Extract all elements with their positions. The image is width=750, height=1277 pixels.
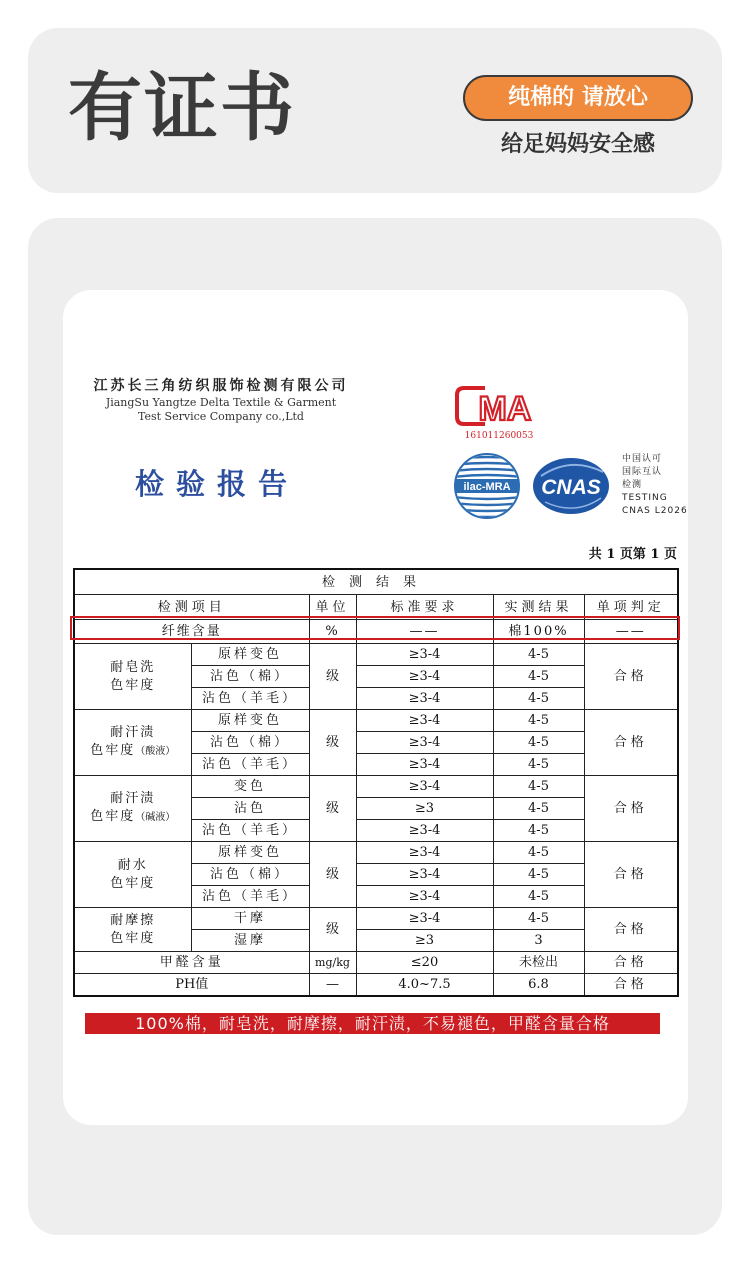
- result-cell: 4-5: [493, 820, 584, 842]
- group-label-note: （酸液）: [135, 746, 176, 757]
- sub-item-cell: 原样变色: [191, 842, 309, 864]
- header-standard: 标准要求: [356, 595, 493, 620]
- sub-item-cell: 原样变色: [191, 644, 309, 666]
- result-cell: 棉100%: [493, 620, 584, 644]
- result-cell: 4-5: [493, 776, 584, 798]
- unit-cell: 级: [309, 842, 356, 908]
- cnas-line: TESTING: [622, 493, 668, 503]
- result-cell: 4-5: [493, 754, 584, 776]
- unit-cell: mg/kg: [309, 952, 356, 974]
- standard-cell: 4.0~7.5: [356, 974, 493, 997]
- result-cell: 4-5: [493, 864, 584, 886]
- sub-item-cell: 变色: [191, 776, 309, 798]
- standard-cell: ≥3: [356, 798, 493, 820]
- standard-cell: ≥3-4: [356, 842, 493, 864]
- unit-cell: 级: [309, 908, 356, 952]
- judgement-cell: 合格: [584, 644, 678, 710]
- judgement-cell: 合格: [584, 776, 678, 842]
- result-cell: 4-5: [493, 842, 584, 864]
- cma-logo-text: MA: [478, 390, 532, 428]
- cnas-line: CNAS L2026: [622, 506, 688, 516]
- page-info: 共 1 页第 1 页: [588, 547, 677, 562]
- result-cell: 4-5: [493, 710, 584, 732]
- table-row: [74, 908, 678, 930]
- judgement-cell: 合格: [584, 952, 678, 974]
- sub-item-cell: 沾色: [191, 798, 309, 820]
- table-row: [74, 842, 678, 864]
- group-label-line1: 耐汗渍: [110, 791, 156, 806]
- table-row: [74, 644, 678, 666]
- result-cell: 4-5: [493, 886, 584, 908]
- table-header-row: [74, 595, 678, 620]
- unit-cell: 级: [309, 776, 356, 842]
- header-unit: 单位: [309, 595, 356, 620]
- group-label-line1: 耐汗渍: [110, 725, 156, 740]
- standard-cell: ≥3-4: [356, 688, 493, 710]
- sub-item-cell: 沾色（羊毛）: [191, 688, 309, 710]
- standard-cell: ≥3-4: [356, 732, 493, 754]
- group-label: [74, 776, 191, 842]
- ilac-mra-logo-text: ilac-MRA: [463, 481, 511, 493]
- cnas-line: 国际互认: [622, 467, 663, 477]
- group-label: [74, 644, 191, 710]
- report-title: 检验报告: [135, 467, 300, 501]
- hero-title: 有证书: [68, 65, 296, 151]
- result-cell: 4-5: [493, 644, 584, 666]
- table-caption-row: [74, 569, 678, 595]
- unit-cell: %: [309, 620, 356, 644]
- report-sheet: [63, 290, 688, 1125]
- result-cell: 4-5: [493, 666, 584, 688]
- cnas-logo-icon: [531, 456, 611, 516]
- group-label-line1: 耐水: [117, 857, 148, 873]
- result-cell: 3: [493, 930, 584, 952]
- group-label-line2: 色牢度: [110, 677, 156, 693]
- company-name-en-line2: Test Service Company co.,Ltd: [138, 410, 304, 423]
- table-row-ph: [74, 974, 678, 997]
- standard-cell: ≥3-4: [356, 820, 493, 842]
- result-cell: 4-5: [493, 798, 584, 820]
- header-item: 检测项目: [74, 595, 309, 620]
- table-row: [74, 776, 678, 798]
- standard-cell: ≥3-4: [356, 710, 493, 732]
- standard-cell: ≥3-4: [356, 864, 493, 886]
- standard-cell: ≥3-4: [356, 908, 493, 930]
- sub-item-cell: 沾色（棉）: [191, 666, 309, 688]
- cnas-line: 检测: [622, 480, 643, 490]
- standard-cell: ≥3-4: [356, 754, 493, 776]
- sub-item-cell: 沾色（棉）: [191, 864, 309, 886]
- judgement-cell: ——: [584, 620, 678, 644]
- cma-logo-icon: [453, 383, 543, 429]
- group-label: [74, 842, 191, 908]
- unit-cell: 级: [309, 644, 356, 710]
- standard-cell: ≤20: [356, 952, 493, 974]
- group-label-line2: 色牢度: [90, 809, 136, 824]
- result-cell: 4-5: [493, 688, 584, 710]
- sub-item-cell: 干摩: [191, 908, 309, 930]
- standard-cell: ≥3-4: [356, 666, 493, 688]
- standard-cell: ≥3-4: [356, 886, 493, 908]
- result-cell: 未检出: [493, 952, 584, 974]
- table-row: [74, 710, 678, 732]
- hero-subtitle: 给足妈妈安全感: [500, 132, 655, 157]
- group-label: [74, 908, 191, 952]
- group-label-note: （碱液）: [135, 812, 176, 823]
- judgement-cell: 合格: [584, 974, 678, 997]
- test-results-table: [73, 568, 679, 997]
- cnas-accreditation-text: [622, 453, 688, 518]
- sub-item-cell: 湿摩: [191, 930, 309, 952]
- result-cell: 6.8: [493, 974, 584, 997]
- standard-cell: ≥3-4: [356, 644, 493, 666]
- result-cell: 4-5: [493, 732, 584, 754]
- header-judgement: 单项判定: [584, 595, 678, 620]
- item-cell: PH值: [74, 974, 309, 997]
- unit-cell: 级: [309, 710, 356, 776]
- judgement-cell: 合格: [584, 710, 678, 776]
- unit-cell: —: [309, 974, 356, 997]
- table-row-fiber-content: [74, 620, 678, 644]
- header-result: 实测结果: [493, 595, 584, 620]
- group-label-line2: 色牢度: [90, 743, 136, 758]
- group-label-line1: 耐摩擦: [110, 912, 156, 928]
- group-label-line2: 色牢度: [110, 930, 156, 946]
- standard-cell: ≥3: [356, 930, 493, 952]
- sub-item-cell: 沾色（羊毛）: [191, 886, 309, 908]
- company-block: [87, 376, 355, 424]
- company-name-en-line1: JiangSu Yangtze Delta Textile & Garment: [105, 396, 337, 409]
- group-label-line1: 耐皂洗: [110, 659, 156, 675]
- result-cell: 4-5: [493, 908, 584, 930]
- sub-item-cell: 沾色（羊毛）: [191, 754, 309, 776]
- judgement-cell: 合格: [584, 842, 678, 908]
- table-caption: 检测结果: [74, 569, 678, 595]
- summary-banner: 100%棉，耐皂洗，耐摩擦，耐汗渍，不易褪色，甲醛含量合格: [85, 1013, 660, 1034]
- group-label: [74, 710, 191, 776]
- item-cell: 纤维含量: [74, 620, 309, 644]
- sub-item-cell: 沾色（棉）: [191, 732, 309, 754]
- cnas-logo-text: CNAS: [541, 476, 601, 499]
- group-label-line2: 色牢度: [110, 875, 156, 891]
- cma-number: 161011260053: [464, 431, 534, 441]
- cnas-line: 中国认可: [622, 454, 663, 464]
- standard-cell: ≥3-4: [356, 776, 493, 798]
- cotton-badge: 纯棉的 请放心: [463, 75, 693, 121]
- sub-item-cell: 沾色（羊毛）: [191, 820, 309, 842]
- judgement-cell: 合格: [584, 908, 678, 952]
- item-cell: 甲醛含量: [74, 952, 309, 974]
- table-row-formaldehyde: [74, 952, 678, 974]
- standard-cell: ——: [356, 620, 493, 644]
- sub-item-cell: 原样变色: [191, 710, 309, 732]
- company-name-cn: 江苏长三角纺织服饰检测有限公司: [93, 378, 349, 394]
- ilac-mra-logo-icon: [453, 452, 521, 520]
